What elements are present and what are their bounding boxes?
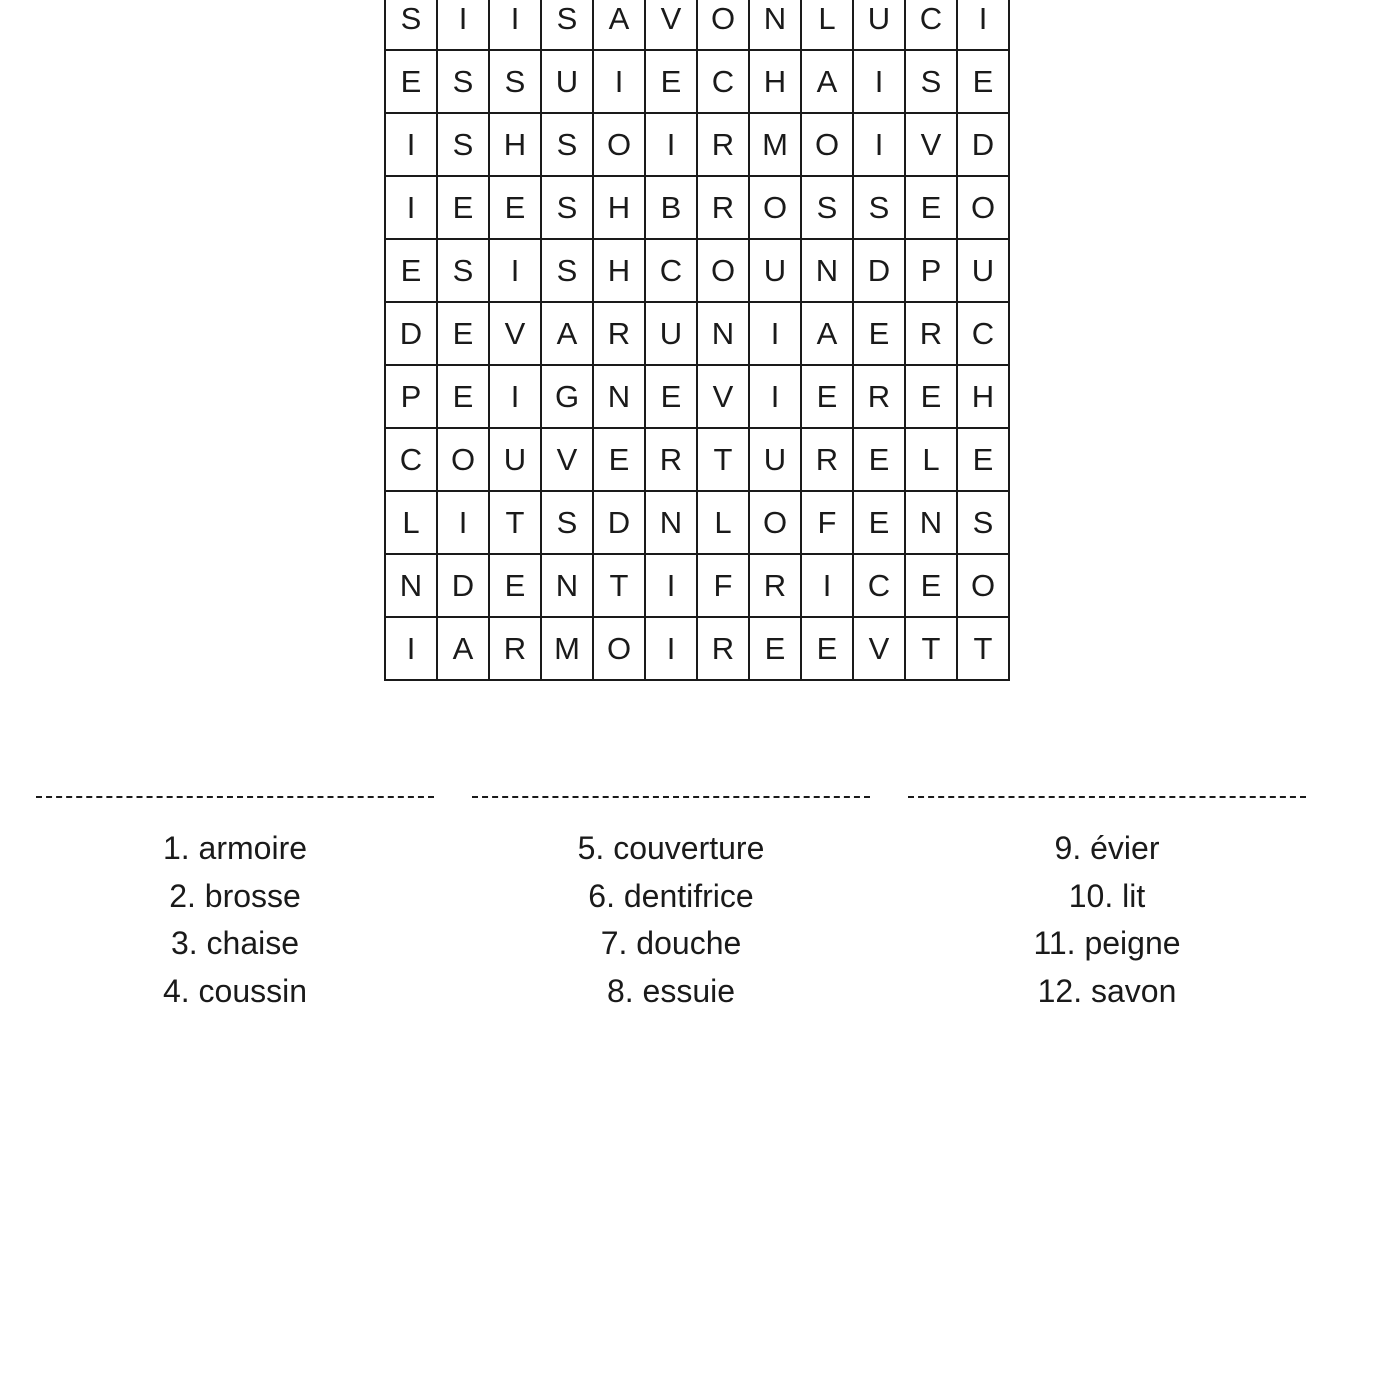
grid-cell[interactable]: S <box>957 491 1009 554</box>
word-search-grid <box>384 0 1010 681</box>
grid-cell[interactable]: B <box>645 176 697 239</box>
grid-cell[interactable]: E <box>385 239 437 302</box>
grid-cell[interactable]: E <box>853 491 905 554</box>
grid-cell[interactable]: I <box>749 365 801 428</box>
grid-cell[interactable]: O <box>697 239 749 302</box>
grid-cell[interactable]: E <box>853 302 905 365</box>
grid-cell[interactable]: L <box>697 491 749 554</box>
grid-cell[interactable]: U <box>853 0 905 50</box>
grid-cell[interactable]: I <box>645 617 697 680</box>
grid-cell[interactable]: I <box>489 239 541 302</box>
grid-cell[interactable]: R <box>593 302 645 365</box>
grid-row <box>385 617 1009 680</box>
grid-cell[interactable]: M <box>541 617 593 680</box>
word-list-item: 3. chaise <box>170 925 300 961</box>
dashed-divider <box>908 796 1306 798</box>
grid-cell[interactable]: S <box>437 239 489 302</box>
grid-cell[interactable]: V <box>645 0 697 50</box>
grid-cell[interactable]: I <box>593 50 645 113</box>
grid-cell[interactable]: E <box>957 428 1009 491</box>
grid-cell[interactable]: U <box>957 239 1009 302</box>
grid-cell[interactable]: O <box>593 617 645 680</box>
grid-cell[interactable]: U <box>645 302 697 365</box>
grid-cell[interactable]: H <box>489 113 541 176</box>
grid-cell[interactable]: E <box>489 554 541 617</box>
grid-cell[interactable]: E <box>385 50 437 113</box>
grid-cell[interactable]: O <box>437 428 489 491</box>
grid-cell[interactable]: D <box>593 491 645 554</box>
grid-cell[interactable]: N <box>593 365 645 428</box>
grid-cell[interactable]: I <box>489 0 541 50</box>
grid-cell[interactable]: A <box>437 617 489 680</box>
grid-cell[interactable]: R <box>905 302 957 365</box>
grid-cell[interactable]: A <box>541 302 593 365</box>
grid-cell[interactable]: O <box>957 554 1009 617</box>
grid-cell[interactable]: T <box>593 554 645 617</box>
grid-cell[interactable]: I <box>385 176 437 239</box>
grid-cell[interactable]: H <box>593 176 645 239</box>
grid-cell[interactable]: R <box>749 554 801 617</box>
grid-cell[interactable]: C <box>385 428 437 491</box>
grid-cell[interactable]: G <box>541 365 593 428</box>
grid-cell[interactable]: V <box>697 365 749 428</box>
word-list-column-1 <box>36 796 434 1015</box>
word-list <box>36 825 434 1015</box>
grid-cell[interactable]: I <box>853 113 905 176</box>
grid-cell[interactable]: E <box>645 365 697 428</box>
grid-cell[interactable]: H <box>749 50 801 113</box>
grid-cell[interactable]: L <box>905 428 957 491</box>
grid-cell[interactable]: R <box>697 176 749 239</box>
grid-cell[interactable]: I <box>645 113 697 176</box>
grid-cell[interactable]: F <box>697 554 749 617</box>
grid-cell[interactable]: C <box>697 50 749 113</box>
grid-cell[interactable]: V <box>489 302 541 365</box>
grid-cell[interactable]: N <box>905 491 957 554</box>
grid-cell[interactable]: I <box>489 365 541 428</box>
grid-cell[interactable]: E <box>489 176 541 239</box>
word-list <box>472 825 870 1015</box>
grid-cell[interactable]: V <box>905 113 957 176</box>
grid-cell[interactable]: T <box>489 491 541 554</box>
grid-cell[interactable]: A <box>593 0 645 50</box>
word-list-item: 11. peigne <box>1033 925 1181 961</box>
grid-cell[interactable]: E <box>957 50 1009 113</box>
grid-row <box>385 491 1009 554</box>
grid-cell[interactable]: E <box>853 428 905 491</box>
grid-cell[interactable]: E <box>645 50 697 113</box>
grid-cell[interactable]: T <box>697 428 749 491</box>
grid-cell[interactable]: I <box>801 554 853 617</box>
word-list-item: 9. évier <box>1054 830 1160 866</box>
grid-cell[interactable]: E <box>905 365 957 428</box>
grid-cell[interactable]: N <box>749 0 801 50</box>
grid-cell[interactable]: R <box>697 113 749 176</box>
grid-cell[interactable]: E <box>801 365 853 428</box>
grid-cell[interactable]: S <box>905 50 957 113</box>
grid-row <box>385 428 1009 491</box>
grid-row <box>385 113 1009 176</box>
grid-cell[interactable]: S <box>437 50 489 113</box>
grid-cell[interactable]: U <box>749 239 801 302</box>
grid-cell[interactable]: I <box>437 0 489 50</box>
word-list-item: 10. lit <box>1068 877 1146 914</box>
grid-cell[interactable]: R <box>853 365 905 428</box>
grid-cell[interactable]: C <box>645 239 697 302</box>
word-list-item: 4. coussin <box>162 972 308 1009</box>
grid-cell[interactable]: S <box>541 491 593 554</box>
grid-cell[interactable]: E <box>905 554 957 617</box>
grid-cell[interactable]: E <box>593 428 645 491</box>
grid-cell[interactable]: A <box>801 50 853 113</box>
grid-cell[interactable]: E <box>749 617 801 680</box>
grid-cell[interactable]: S <box>541 113 593 176</box>
grid-row <box>385 365 1009 428</box>
grid-cell[interactable]: L <box>801 0 853 50</box>
grid-cell[interactable]: D <box>437 554 489 617</box>
grid-cell[interactable]: U <box>749 428 801 491</box>
grid-cell[interactable]: I <box>385 113 437 176</box>
grid-cell[interactable]: S <box>853 176 905 239</box>
word-list-column-3 <box>908 796 1306 1015</box>
grid-cell[interactable]: O <box>957 176 1009 239</box>
grid-row <box>385 50 1009 113</box>
grid-cell[interactable]: N <box>385 554 437 617</box>
grid-cell[interactable]: C <box>957 302 1009 365</box>
grid-cell[interactable]: T <box>905 617 957 680</box>
grid-cell[interactable]: D <box>957 113 1009 176</box>
grid-cell[interactable]: H <box>593 239 645 302</box>
grid-cell[interactable]: I <box>957 0 1009 50</box>
grid-cell[interactable]: O <box>801 113 853 176</box>
grid-cell[interactable]: O <box>697 0 749 50</box>
grid-cell[interactable]: I <box>385 617 437 680</box>
grid-cell[interactable]: E <box>437 176 489 239</box>
word-list-item: 12. savon <box>1037 972 1177 1009</box>
grid-cell[interactable]: S <box>489 50 541 113</box>
grid-cell[interactable]: U <box>541 50 593 113</box>
grid-cell[interactable]: O <box>593 113 645 176</box>
grid-cell[interactable]: R <box>489 617 541 680</box>
dashed-divider <box>472 796 870 798</box>
grid-cell[interactable]: C <box>905 0 957 50</box>
grid-cell[interactable]: C <box>853 554 905 617</box>
grid-cell[interactable]: M <box>749 113 801 176</box>
grid-cell[interactable]: V <box>541 428 593 491</box>
grid-cell[interactable]: E <box>437 302 489 365</box>
grid-cell[interactable]: R <box>801 428 853 491</box>
word-list-column-2 <box>472 796 870 1015</box>
grid-cell[interactable]: P <box>385 365 437 428</box>
grid-cell[interactable]: E <box>801 617 853 680</box>
grid-cell[interactable]: S <box>437 113 489 176</box>
grid-cell[interactable]: S <box>541 0 593 50</box>
grid-cell[interactable]: S <box>801 176 853 239</box>
grid-cell[interactable]: I <box>853 50 905 113</box>
grid-cell[interactable]: L <box>385 491 437 554</box>
word-list-item: 6. dentifrice <box>588 877 754 914</box>
grid-cell[interactable]: E <box>437 365 489 428</box>
grid-cell[interactable]: S <box>541 176 593 239</box>
grid-row <box>385 302 1009 365</box>
grid-cell[interactable]: R <box>697 617 749 680</box>
grid-cell[interactable]: E <box>905 176 957 239</box>
grid-cell[interactable]: S <box>385 0 437 50</box>
grid-cell[interactable]: O <box>749 176 801 239</box>
word-list <box>908 825 1306 1015</box>
grid-cell[interactable]: I <box>645 554 697 617</box>
grid-cell[interactable]: N <box>541 554 593 617</box>
word-list-item: 8. essuie <box>606 972 736 1009</box>
grid-row <box>385 554 1009 617</box>
grid-cell[interactable]: H <box>957 365 1009 428</box>
grid-row <box>385 239 1009 302</box>
grid-cell[interactable]: D <box>385 302 437 365</box>
grid-cell[interactable]: N <box>645 491 697 554</box>
grid-cell[interactable]: I <box>437 491 489 554</box>
grid-cell[interactable]: D <box>853 239 905 302</box>
word-list-item: 1. armoire <box>162 830 308 866</box>
grid-cell[interactable]: A <box>801 302 853 365</box>
grid-cell[interactable]: N <box>801 239 853 302</box>
grid-cell[interactable]: S <box>541 239 593 302</box>
word-list-item: 2. brosse <box>169 877 301 914</box>
grid-cell[interactable]: I <box>749 302 801 365</box>
grid-cell[interactable]: O <box>749 491 801 554</box>
grid-cell[interactable]: R <box>645 428 697 491</box>
word-list-item: 5. couverture <box>577 830 765 866</box>
grid-cell[interactable]: N <box>697 302 749 365</box>
grid-cell[interactable]: V <box>853 617 905 680</box>
grid-cell[interactable]: P <box>905 239 957 302</box>
grid-row <box>385 176 1009 239</box>
grid-row <box>385 0 1009 50</box>
word-list-item: 7. douche <box>600 925 742 961</box>
grid-cell[interactable]: F <box>801 491 853 554</box>
grid-cell[interactable]: U <box>489 428 541 491</box>
grid-cell[interactable]: T <box>957 617 1009 680</box>
dashed-divider <box>36 796 434 798</box>
